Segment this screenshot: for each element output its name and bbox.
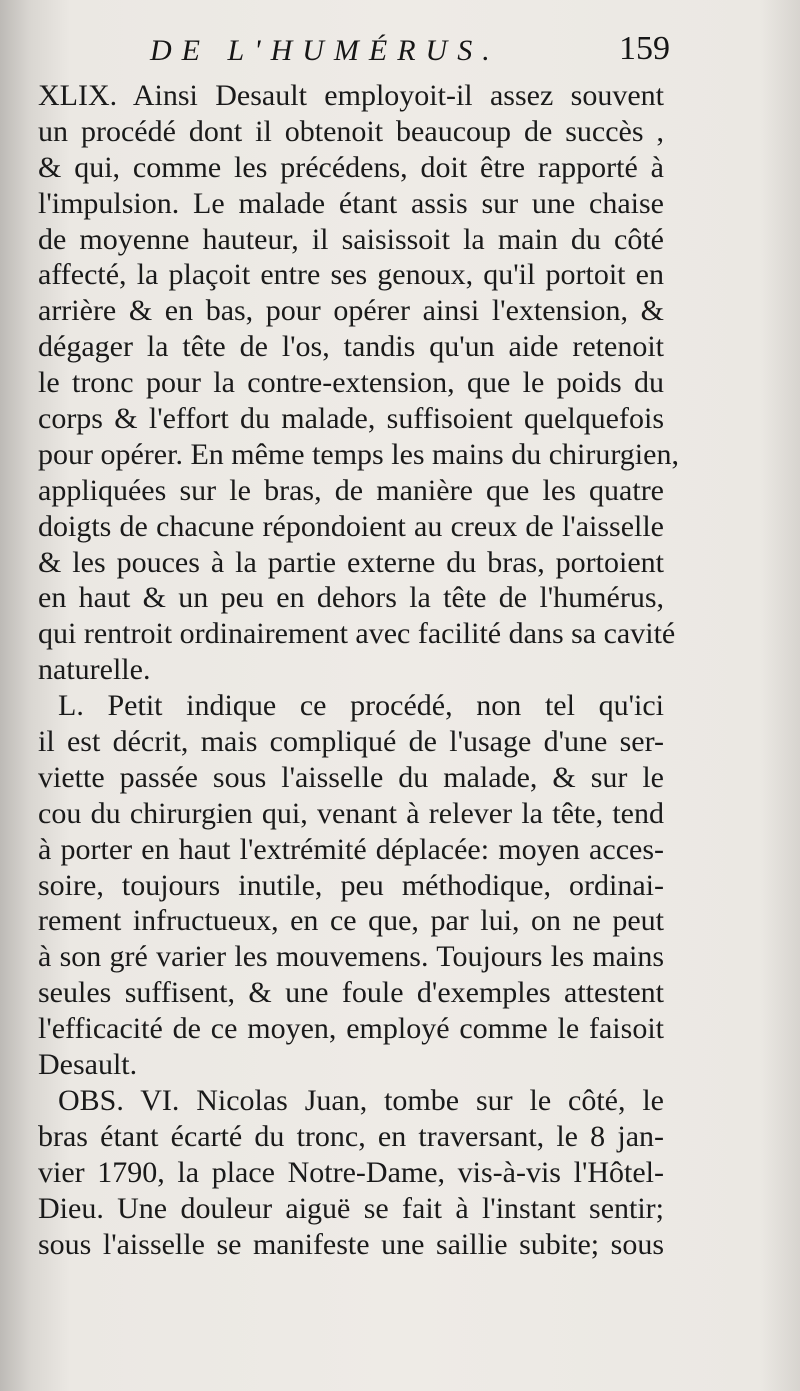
show-through-shadow [280, 640, 286, 666]
text-line: il est décrit, mais compliqué de l'usage d'une ser- [38, 725, 664, 759]
text-line: bras étant écarté du tronc, en traversant, le 8 jan- [38, 1119, 664, 1153]
text-line: l'impulsion. Le malade étant assis sur une chaise [38, 186, 664, 220]
page-number: 159 [619, 30, 670, 67]
text-line: de moyenne hauteur, il saisissoit la main du côté [38, 222, 664, 256]
running-title: DE L'HUMÉRUS. [150, 34, 500, 67]
text-line: arrière & en bas, pour opérer ainsi l'extension, & [38, 294, 664, 328]
text-line: L. Petit indique ce procédé, non tel qu'ici [58, 689, 664, 723]
text-line: qui rentroit ordinairement avec facilité dans sa cavité [38, 617, 676, 651]
text-line: appliquées sur le bras, de manière que les quatre [38, 473, 664, 507]
body-text [38, 78, 679, 1262]
text-line: OBS. VI. Nicolas Juan, tombe sur le côté, le [58, 1083, 664, 1117]
text-line: soire, toujours inutile, peu méthodique, ordinai- [38, 868, 664, 902]
text-line: corps & l'effort du malade, suffisoient quelquefois [38, 402, 664, 436]
text-line: à son gré varier les mouvemens. Toujours les mains [38, 940, 664, 974]
text-line: pour opérer. En même temps les mains du chirurgien, [38, 437, 679, 471]
text-line: & qui, comme les précédens, doit être rapporté à [38, 150, 664, 184]
text-line: le tronc pour la contre-extension, que le poids du [38, 366, 664, 400]
text-line: dégager la tête de l'os, tandis qu'un aide retenoit [38, 330, 664, 364]
text-line: Dieu. Une douleur aiguë se fait à l'instant sentir; [38, 1191, 664, 1225]
text-line: l'efficacité de ce moyen, employé comme le faisoit [38, 1012, 664, 1046]
text-line: affecté, la plaçoit entre ses genoux, qu'il portoit en [38, 258, 664, 292]
page-header [150, 30, 670, 70]
text-line: rement infructueux, en ce que, par lui, on ne peut [38, 904, 664, 938]
text-line: viette passée sous l'aisselle du malade, & sur le [38, 760, 664, 794]
text-line: doigts de chacune répondoient au creux de l'aisselle [38, 509, 664, 543]
text-line: XLIX. Ainsi Desault employoit-il assez souvent [38, 79, 664, 112]
text-line: & les pouces à la partie externe du bras, portoient [38, 545, 664, 579]
text-line: à porter en haut l'extrémité déplacée: moyen acces- [38, 832, 664, 866]
text-line: naturelle. [38, 653, 151, 687]
text-line: sous l'aisselle se manifeste une saillie subite; sous [38, 1227, 664, 1261]
text-line: Desault. [38, 1048, 138, 1082]
text-line: en haut & un peu en dehors la tête de l'humérus, [38, 581, 664, 615]
text-line: seules suffisent, & une foule d'exemples attestent [38, 976, 664, 1010]
text-line: vier 1790, la place Notre-Dame, vis-à-vis l'Hôtel- [38, 1155, 664, 1189]
text-line: cou du chirurgien qui, venant à relever la tête, tend [38, 796, 664, 830]
text-line: un procédé dont il obtenoit beaucoup de succès , [38, 114, 664, 148]
